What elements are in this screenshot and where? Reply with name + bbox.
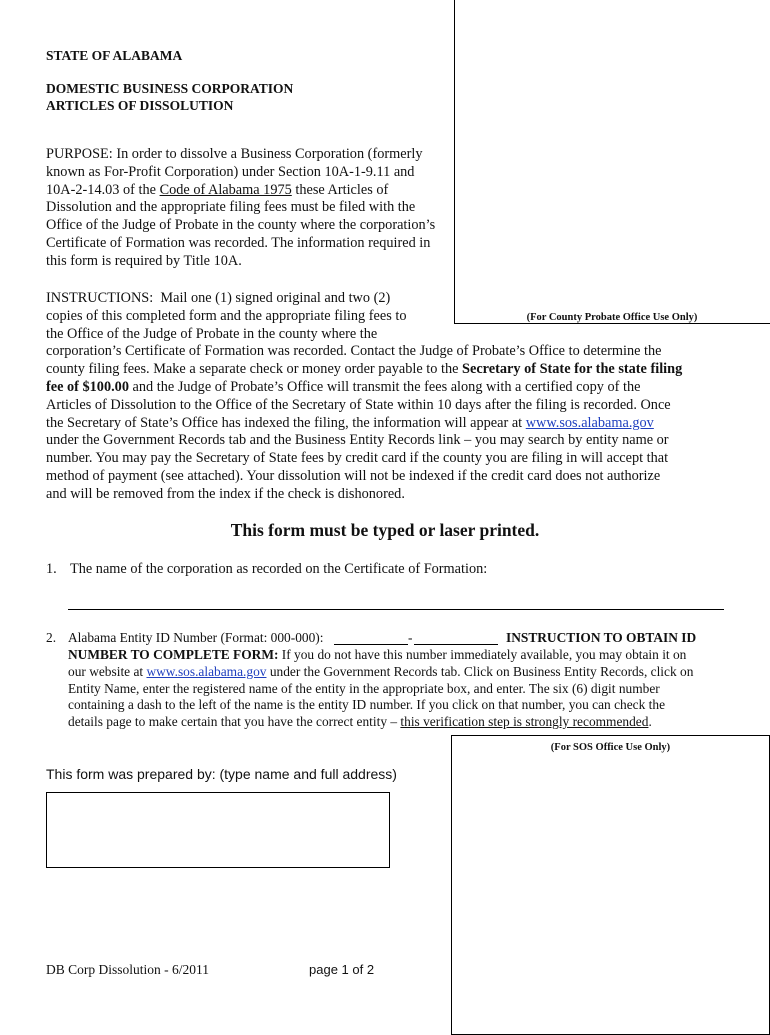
purpose-paragraph (46, 146, 444, 271)
sos-office-use-box (451, 735, 770, 1035)
sos-website-link-2[interactable]: www.sos.alabama.gov (146, 663, 267, 679)
entity-id-field-part2[interactable] (414, 644, 498, 645)
instructions-block (46, 290, 746, 504)
form-id-footer: DB Corp Dissolution - 6/2011 (46, 962, 210, 977)
instructions-line8-text: the Secretary of State’s Office has indexed the filing, the information will appear at (46, 414, 526, 431)
instruction-heading-a: INSTRUCTION TO OBTAIN ID (506, 630, 697, 645)
item-2-text-b2: under the Government Records tab. Click on Business Entity Records, click on (266, 663, 694, 679)
item-2-line2 (46, 647, 746, 664)
verification-recommended: this verification step is strongly recommended (400, 714, 649, 730)
instructions-line12: and will be removed from the index if the check is dishonored. (46, 485, 405, 502)
item-2-text-b1: our website at (68, 663, 147, 679)
instructions-line5 (46, 361, 746, 379)
instructions-line4: corporation’s Certificate of Formation was recorded. Contact the Judge of Probate’s Office to determine the (46, 343, 662, 360)
probate-box-left-edge (454, 0, 455, 323)
instructions-line7: Articles of Dissolution to the Office of the Secretary of State within 10 days after the filing is recorded. Once (46, 396, 671, 413)
form-title-line1: DOMESTIC BUSINESS CORPORATION (46, 81, 294, 96)
item-2-line1 (46, 630, 746, 647)
instructions-line6 (46, 379, 746, 397)
item-2-line3 (46, 664, 746, 681)
instructions-label: INSTRUCTIONS: (46, 290, 154, 306)
instructions-line11: method of payment (see attached). Your dissolution will not be indexed if the credit card does not authorize (46, 467, 661, 484)
item-2-text-e1: details page to make certain that you have the correct entity – (68, 714, 401, 730)
instructions-line1 (46, 290, 746, 308)
item-2-text-e2: . (648, 714, 652, 730)
code-of-alabama-ref: Code of Alabama 1975 (159, 181, 292, 198)
state-filing-fee-bold-a: Secretary of State for the state filing (462, 361, 683, 378)
purpose-text-a: In order to dissolve a Business Corporation (formerly known as For-Profit Corporation) under Section 10A-1-9.11 and 10A-2-14.03 of the (46, 146, 423, 198)
entity-id-dash: - (408, 630, 413, 645)
typed-or-printed-notice: This form must be typed or laser printed. (230, 520, 540, 540)
instructions-line6-text: and the Judge of Probate’s Office will transmit the fees along with a certified copy of the (128, 378, 641, 395)
entity-id-label: Alabama Entity ID Number (Format: 000-000): (68, 630, 324, 645)
item-2-number: 2. (46, 630, 57, 645)
instructions-line9: under the Government Records tab and the Business Entity Records link – you may search by entity name or (46, 432, 669, 449)
prepared-by-label: This form was prepared by: (type name and full address) (46, 766, 397, 782)
state-filing-fee-bold-b: fee of $100.00 (46, 378, 129, 395)
purpose-text-b: these Articles of Dissolution and the appropriate filing fees must be filed with the Office of the Judge of Probate in the county where the corporation’s Certificate of Formation was recorded. The information required in this form is required by Title 10A. (46, 181, 436, 269)
instructions-text-1: Mail one (1) signed original and two (2) (160, 290, 391, 306)
item-2-text-a: If you do not have this number immediately available, you may obtain it on (278, 647, 687, 662)
item-2-line4: Entity Name, enter the registered name of the entity in the appropriate box, and enter. The six (6) digit number (68, 680, 660, 696)
corporation-name-field[interactable] (68, 609, 724, 610)
instructions-line5-text: county filing fees. Make a separate check or money order payable to the (46, 361, 463, 378)
instructions-line3: the Office of the Judge of Probate in the county where the (46, 325, 378, 342)
entity-id-field-part1[interactable] (334, 644, 408, 645)
sos-office-use-label: (For SOS Office Use Only) (550, 742, 671, 753)
state-heading: STATE OF ALABAMA (46, 48, 183, 63)
sos-website-link[interactable]: www.sos.alabama.gov (525, 414, 654, 431)
prepared-by-field[interactable] (46, 792, 390, 868)
page-number: page 1 of 2 (309, 962, 375, 977)
instructions-line8 (46, 415, 746, 433)
item-1-number: 1. (46, 561, 57, 577)
form-title-line2: ARTICLES OF DISSOLUTION (46, 98, 234, 113)
instructions-line2: copies of this completed form and the appropriate filing fees to (46, 307, 407, 324)
item-2-line6 (46, 714, 746, 731)
item-2-block (46, 630, 746, 731)
purpose-label: PURPOSE: (46, 146, 113, 162)
item-1-text: The name of the corporation as recorded on the Certificate of Formation: (70, 561, 488, 577)
instruction-heading-b: NUMBER TO COMPLETE FORM: (68, 647, 279, 662)
instructions-line10: number. You may pay the Secretary of State fees by credit card if the county you are filing in will accept that (46, 450, 669, 467)
probate-office-use-label: (For County Probate Office Use Only) (526, 312, 698, 323)
item-2-line5: containing a dash to the left of the name is the entity ID number. If you click on that number, you can check the (68, 697, 666, 713)
